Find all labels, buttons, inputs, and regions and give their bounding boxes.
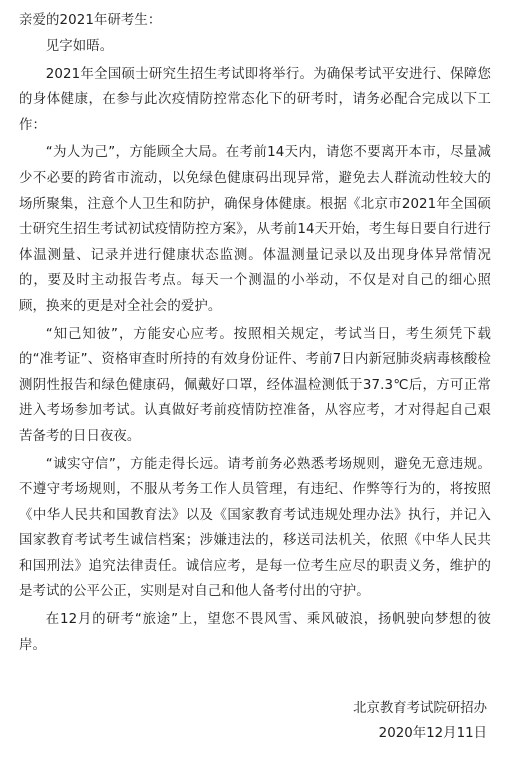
paragraph-integrity: “诚实守信”，方能走得长远。请考前务必熟悉考场规则，避免无意违规。不遵守考场规则，不服从考务工作人员管理，有违纪、作弊等行为的，将按照《中华人民共和国教育法》以及《国家教育考试违规处理办法》执行，并记入国家教育考试考生诚信档案；涉嫌违法的，移送司法机关，依照《中华人民共和国刑法》追究法律责任。诚信应考，是每一位考生应尽的职责义务，维护的是考试的公平公正，实则是对自己和他人备考付出的守护。 [19,456,491,600]
signature-organization: 北京教育考试院研招办 [353,701,487,716]
paragraph-closing: 在12月的研考“旅途”上，望您不畏风雪、乘风破浪，扬帆驶向梦想的彼岸。 [19,612,491,653]
letter-body [19,8,491,658]
paragraph-intro: 2021年全国硕士研究生招生考试即将举行。为确保考试平安进行、保障您的身体健康，在参与此次疫情防控常态化下的研考时，请务必配合完成以下工作： [19,66,491,133]
signature-block [287,696,487,746]
paragraph-preparation: “知己知彼”，方能安心应考。按照相关规定，考试当日，考生须凭下载的“准考证”、资格审查时所持的有效身份证件、考前7日内新冠肺炎病毒核酸检测阴性报告和绿色健康码，佩戴好口罩，经体温检测低于37.3℃后，方可正常进入考场参加考试。认真做好考前疫情防控准备，从容应考，才对得起自己艰苦备考的日日夜夜。 [19,326,491,444]
paragraph-greeting: 见字如晤。 [45,39,114,54]
salutation: 亲爱的2021年研考生： [19,13,162,28]
signature-date: 2020年12月11日 [378,726,487,741]
paragraph-health: “为人为己”，方能顾全大局。在考前14天内，请您不要离开本市，尽量减少不必要的跨省市流动，以免绿色健康码出现异常，避免去人群流动性较大的场所聚集，注意个人卫生和防护，确保身体健康。根据《北京市2021年全国硕士研究生招生考试初试疫情防控方案》，从考前14天开始，考生每日要自行进行体温测量、记录并进行健康状态监测。体温测量记录以及出现身体异常情况的，要及时主动报告考点。每天一个测温的小举动，不仅是对自己的细心照顾，换来的更是对全社会的爱护。 [19,145,491,314]
